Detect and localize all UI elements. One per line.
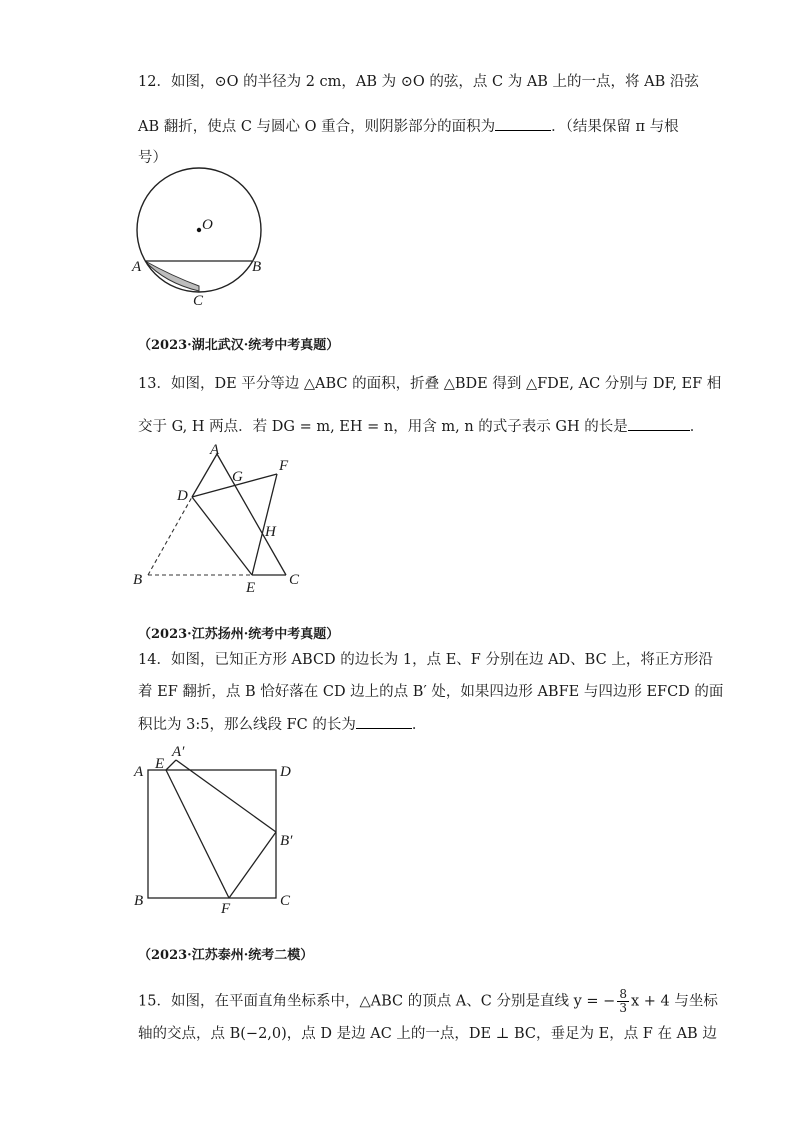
q15-line-1 xyxy=(138,988,718,1015)
q15-frac-num: 8 xyxy=(619,987,627,1001)
q13-label-B: B xyxy=(133,572,143,588)
q13-label-F: F xyxy=(279,458,289,474)
q12-line-3: 号） xyxy=(138,150,167,166)
q15-frac-den: 3 xyxy=(619,1001,627,1015)
q14-label-D: D xyxy=(280,764,291,780)
q13-line-1: 13．如图，DE 平分等边 △ABC 的面积，折叠 △BDE 得到 △FDE, AC 分别与 DF, EF 相 xyxy=(138,376,722,392)
q15-line-1-text: 15．如图，在平面直角坐标系中，△ABC 的顶点 A、C 分别是直线 y = − xyxy=(138,993,616,1010)
q12-label-C: C xyxy=(193,293,204,309)
q14-line-3-tail: ． xyxy=(411,717,427,733)
q14-label-A1: A′ xyxy=(172,744,185,760)
q13-label-D: D xyxy=(177,488,188,504)
q13-label-C: C xyxy=(289,572,300,588)
q14-line-3-text: 积比为 3:5，那么线段 FC 的长为 xyxy=(138,717,356,733)
q14-label-B1: B′ xyxy=(280,833,293,849)
q14-label-E: E xyxy=(155,756,165,772)
q13-label-A: A xyxy=(210,442,220,458)
q14-source: （2023·江苏扬州·统考中考真题） xyxy=(138,627,340,642)
q15-line-1-tail: x + 4 与坐标 xyxy=(630,993,718,1010)
q13-label-E: E xyxy=(246,580,256,596)
q12-label-B: B xyxy=(252,259,262,275)
q12-label-A: A xyxy=(132,259,142,275)
q14-line-2: 着 EF 翻折，点 B 恰好落在 CD 边上的点 B′ 处，如果四边形 ABFE 与四边形 EFCD 的面 xyxy=(138,684,724,700)
q13-label-G: G xyxy=(232,469,243,485)
q13-source: （2023·湖北武汉·统考中考真题） xyxy=(138,338,340,353)
q13-label-H: H xyxy=(265,524,276,540)
q12-line-2-text: AB 翻折，使点 C 与圆心 O 重合，则阴影部分的面积为 xyxy=(138,119,496,135)
q12-line-2-tail: ．（结果保留 π 与根 xyxy=(551,119,679,135)
q13-line-2-tail: ． xyxy=(689,419,705,435)
q15-source: （2023·江苏泰州·统考二模） xyxy=(138,948,314,963)
q12-line-1: 12．如图，⊙O 的半径为 2 cm，AB 为 ⊙O 的弦，点 C 为 AB 上的一点，将 AB 沿弦 xyxy=(138,74,699,90)
q14-label-C: C xyxy=(280,893,291,909)
q14-label-F: F xyxy=(221,901,231,917)
q13-line-2-text: 交于 G, H 两点．若 DG = m, EH = n，用含 m, n 的式子表示 GH 的长是 xyxy=(138,419,628,435)
q15-fraction xyxy=(617,988,629,1015)
q14-label-A: A xyxy=(134,764,144,780)
q14-line-1: 14．如图，已知正方形 ABCD 的边长为 1，点 E、F 分别在边 AD、BC 上，将正方形沿 xyxy=(138,652,713,668)
q15-line-2: 轴的交点，点 B(−2,0)，点 D 是边 AC 上的一点，DE ⊥ BC，垂足为 E，点 F 在 AB 边 xyxy=(138,1026,717,1042)
q12-label-O: O xyxy=(202,217,213,233)
q14-label-B: B xyxy=(134,893,144,909)
